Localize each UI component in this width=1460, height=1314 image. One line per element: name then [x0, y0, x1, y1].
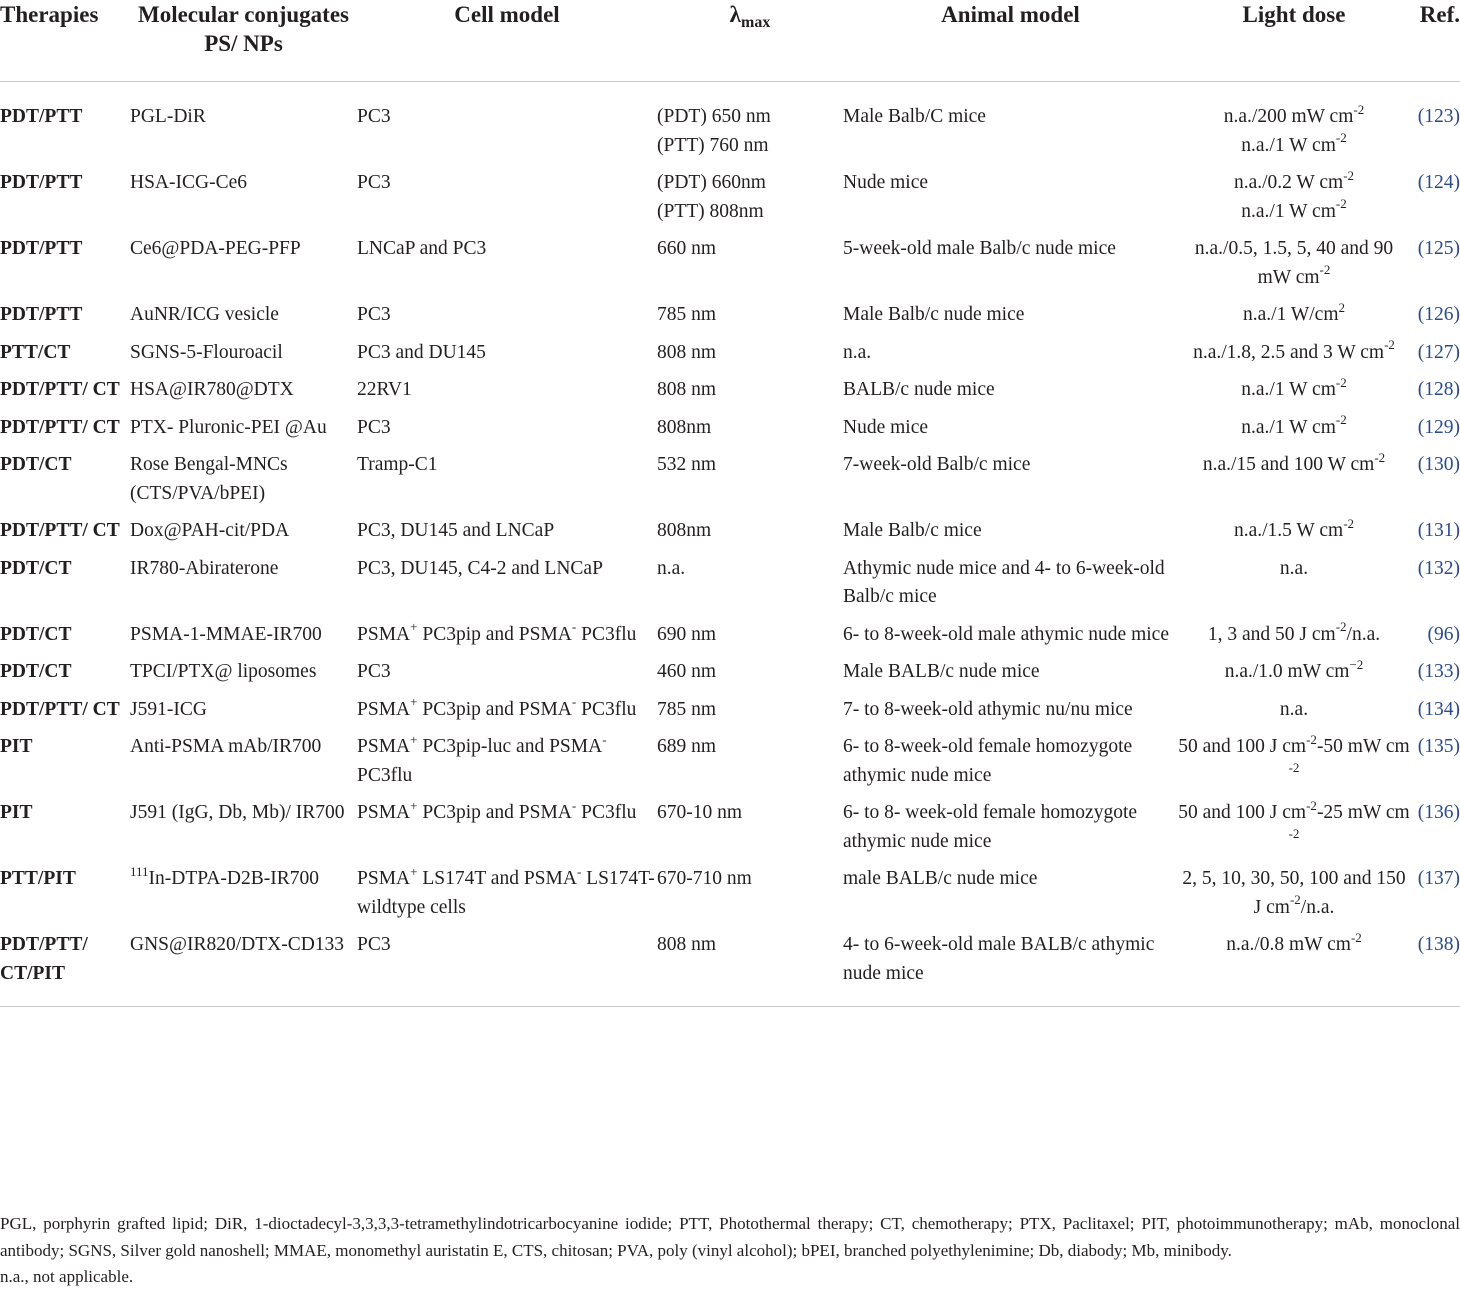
light-dose-line: [1178, 828, 1410, 857]
cell-animal-model: 6- to 8- week-old female homozygote athymic nude mice: [843, 802, 1138, 852]
cell-lambda: [657, 414, 843, 452]
conjugate-name: AuNR/ICG vesicle: [130, 304, 279, 325]
superscript: -2: [1306, 731, 1317, 747]
light-dose-line: [1178, 414, 1410, 443]
table-body: [0, 82, 1460, 1007]
conjugate-name: PGL-DiR: [130, 106, 206, 127]
table-row: [0, 301, 1460, 339]
cell-therapy: PDT/PTT/ CT: [0, 520, 120, 541]
conjugate-name: In-DTPA-D2B-IR700: [148, 868, 319, 889]
light-dose-part: -25 mW cm: [1316, 802, 1410, 823]
superscript: -2: [1335, 374, 1347, 390]
lambda-value: 808 nm: [657, 379, 717, 400]
superscript: -2: [1288, 760, 1300, 775]
superscript: -2: [1288, 826, 1300, 841]
light-dose-line: [1178, 132, 1410, 161]
cell-reference: [1410, 799, 1460, 865]
header-light-dose: Light dose: [1178, 0, 1410, 82]
cell-model-part: PC3pip-luc and PSMA: [417, 736, 603, 757]
light-dose-line: [1178, 301, 1410, 330]
light-dose-part: n.a./0.5, 1.5, 5, 40 and 90 mW cm: [1194, 238, 1394, 288]
cell-cell-model: 22RV1: [357, 379, 412, 400]
cell-conjugate: [130, 339, 357, 377]
cell-cell-model: PC3: [357, 106, 391, 127]
table-row: [0, 82, 1460, 170]
conjugate-name: HSA@IR780@DTX: [130, 379, 294, 400]
conjugate-name: PTX- Pluronic-PEI @Au: [130, 416, 327, 438]
cell-therapy: PDT/PTT/ CT: [0, 416, 120, 438]
cell-cell-model: Tramp-C1: [357, 454, 438, 475]
cell-lambda: [657, 621, 843, 659]
light-dose-part: n.a./200 mW cm: [1223, 106, 1354, 127]
cell-light-dose: [1178, 517, 1410, 555]
lambda-value: 660 nm: [657, 238, 717, 259]
cell-animal-model: Male Balb/C mice: [843, 106, 986, 127]
cell-model-part: PSMA: [357, 698, 411, 720]
cell-light-dose: [1178, 733, 1410, 799]
cell-reference: [1410, 555, 1460, 621]
cell-cell-model: PC3: [357, 416, 391, 438]
header-animal-model: Animal model: [843, 0, 1178, 82]
light-dose-part: n.a./1 W cm: [1241, 416, 1336, 438]
light-dose-line: [1178, 103, 1410, 132]
reference-link[interactable]: (136): [1417, 802, 1460, 823]
light-dose-line: [1178, 931, 1410, 960]
reference-link[interactable]: (138): [1417, 934, 1460, 955]
cell-lambda: [657, 658, 843, 696]
superscript: -2: [1335, 412, 1347, 427]
light-dose-line: [1178, 517, 1410, 546]
cell-lambda: [657, 555, 843, 621]
light-dose-line: [1178, 865, 1410, 922]
cell-animal-model: 7-week-old Balb/c mice: [843, 454, 1031, 475]
light-dose-line: [1178, 658, 1410, 687]
superscript: -2: [1335, 619, 1347, 634]
cell-animal-model: Male Balb/c mice: [843, 520, 982, 541]
reference-link[interactable]: (125): [1417, 238, 1460, 259]
table-row: [0, 733, 1460, 799]
cell-conjugate: [130, 799, 357, 865]
lambda-value: 808 nm: [657, 341, 717, 363]
table-row: [0, 931, 1460, 1007]
conjugate-name: J591-ICG: [130, 698, 207, 720]
lambda-value: 460 nm: [657, 661, 717, 682]
lambda-subscript: max: [740, 14, 771, 31]
cell-conjugate: [130, 376, 357, 414]
cell-therapy: PDT/PTT/ CT: [0, 698, 120, 720]
cell-light-dose: [1178, 169, 1410, 235]
conjugate-name: GNS@IR820/DTX-CD133: [130, 934, 345, 955]
lambda-value: n.a.: [657, 557, 686, 579]
conjugate-name: TPCI/PTX@ liposomes: [130, 661, 317, 682]
header-therapies: Therapies: [0, 0, 130, 82]
cell-lambda: [657, 82, 843, 170]
light-dose-line: [1178, 696, 1410, 725]
superscript: -: [571, 694, 577, 709]
cell-light-dose: [1178, 865, 1410, 931]
cell-animal-model: 4- to 6-week-old male BALB/c athymic nude mice: [843, 931, 1178, 1007]
superscript: -: [602, 731, 607, 747]
superscript: -2: [1306, 797, 1317, 813]
superscript: -2: [1353, 101, 1365, 117]
cell-reference: [1410, 865, 1460, 931]
cell-conjugate: [130, 733, 357, 799]
cell-light-dose: [1178, 235, 1410, 301]
lambda-value: 808nm: [657, 416, 712, 438]
table-row: [0, 865, 1460, 931]
reference-link[interactable]: (137): [1417, 868, 1460, 889]
cell-reference: [1410, 414, 1460, 452]
lambda-value: 785 nm: [657, 698, 717, 720]
cell-light-dose: [1178, 696, 1410, 734]
header-lambda-max: [657, 0, 843, 82]
superscript: -: [571, 619, 577, 634]
cell-conjugate: [130, 82, 357, 170]
reference-link[interactable]: (124): [1417, 172, 1460, 193]
light-dose-part: /n.a.: [1346, 623, 1381, 645]
light-dose-part: -50 mW cm: [1316, 736, 1410, 757]
superscript: -2: [1343, 167, 1355, 183]
light-dose-part: n.a./1 W/cm: [1243, 304, 1339, 325]
superscript: -2: [1384, 337, 1395, 352]
cell-reference: [1410, 451, 1460, 517]
light-dose-part: 50 and 100 J cm: [1178, 802, 1307, 823]
cell-lambda: [657, 799, 843, 865]
reference-link[interactable]: (128): [1417, 379, 1460, 400]
reference-link[interactable]: (96): [1427, 623, 1460, 645]
cell-therapy: PIT: [0, 802, 33, 823]
cell-light-dose: [1178, 451, 1410, 517]
cell-reference: [1410, 82, 1460, 170]
cell-light-dose: [1178, 555, 1410, 621]
superscript: +: [410, 863, 418, 879]
light-dose-part: n.a./1 W cm: [1241, 134, 1336, 156]
superscript: +: [410, 694, 418, 709]
cell-light-dose: [1178, 621, 1410, 659]
cell-animal-model: male BALB/c nude mice: [843, 868, 1038, 889]
cell-lambda: [657, 733, 843, 799]
lambda-value: 808 nm: [657, 934, 717, 955]
cell-reference: [1410, 517, 1460, 555]
light-dose-part: n.a.: [1279, 557, 1309, 579]
cell-therapy: PDT/PTT: [0, 304, 83, 325]
table-row: [0, 376, 1460, 414]
reference-link[interactable]: (133): [1417, 661, 1460, 682]
header-cell-model: Cell model: [357, 0, 657, 82]
light-dose-part: n.a./1.8, 2.5 and 3 W cm: [1193, 341, 1385, 363]
reference-link[interactable]: (134): [1417, 698, 1460, 720]
cell-model-part: LS174T-wildtype cells: [357, 868, 655, 918]
cell-cell-model: LNCaP and PC3: [357, 238, 487, 259]
lambda-value: 690 nm: [657, 623, 717, 645]
reference-link[interactable]: (135): [1417, 736, 1460, 757]
footnote-abbreviations: PGL, porphyrin grafted lipid; DiR, 1-dioctadecyl-3,3,3,3-tetramethylindotricarbocyanine iodide; PTT, Photothermal therapy; CT, chemotherapy; PTX, Paclitaxel; PIT, photoimmunotherapy; mAb, monoclonal antibody; SGNS, Silver gold nanoshell; MMAE, monomethyl auristatin E, CTS, chitosan; PVA, poly (vinyl alcohol); bPEI, branched polyethylenimine; Db, diabody; Mb, minibody.: [0, 1214, 1460, 1260]
cell-model-part: PC3flu: [576, 623, 637, 645]
lambda-value: 670-10 nm: [657, 802, 743, 823]
cell-conjugate: [130, 696, 357, 734]
conjugate-name: Anti-PSMA mAb/IR700: [130, 736, 322, 757]
lambda-value: 785 nm: [657, 304, 717, 325]
light-dose-line: [1178, 799, 1410, 828]
cell-model-part: PC3flu: [576, 802, 637, 823]
table-row: [0, 339, 1460, 377]
table-row: [0, 235, 1460, 301]
lambda-value: 532 nm: [657, 454, 717, 475]
lambda-value: (PTT) 760 nm: [657, 134, 769, 156]
superscript: -2: [1343, 515, 1355, 531]
light-dose-part: n.a./1 W cm: [1241, 379, 1336, 400]
reference-link[interactable]: (130): [1417, 454, 1460, 475]
cell-animal-model: 6- to 8-week-old female homozygote athymic nude mice: [843, 736, 1133, 786]
cell-light-dose: [1178, 301, 1410, 339]
cell-reference: [1410, 235, 1460, 301]
cell-conjugate: [130, 517, 357, 555]
cell-cell-model: PC3: [357, 172, 391, 193]
light-dose-line: [1178, 198, 1410, 227]
cell-reference: [1410, 931, 1460, 1007]
table-row: [0, 451, 1460, 517]
light-dose-line: [1178, 235, 1410, 292]
cell-light-dose: [1178, 82, 1410, 170]
cell-therapy: PDT/PTT/ CT/PIT: [0, 931, 130, 1007]
cell-therapy: PTT/CT: [0, 341, 71, 363]
cell-therapy: PDT/PTT/ CT: [0, 379, 120, 400]
cell-cell-model: [357, 696, 657, 734]
cell-therapy: PDT/CT: [0, 661, 72, 682]
superscript: 2: [1338, 299, 1345, 315]
cell-model-part: PSMA: [357, 736, 411, 757]
cell-cell-model: [357, 621, 657, 659]
light-dose-line: [1178, 621, 1410, 650]
cell-cell-model: [357, 799, 657, 865]
cell-model-part: PC3pip and PSMA: [417, 698, 572, 720]
reference-link[interactable]: (126): [1417, 304, 1460, 325]
light-dose-part: 1, 3 and 50 J cm: [1207, 623, 1336, 645]
footnote-na: n.a., not applicable.: [0, 1267, 134, 1286]
conjugate-name: Rose Bengal-MNCs (CTS/PVA/bPEI): [130, 454, 288, 504]
light-dose-line: [1178, 733, 1410, 762]
cell-conjugate: [130, 169, 357, 235]
cell-model-part: PC3flu: [357, 764, 413, 786]
table-row: [0, 696, 1460, 734]
cell-light-dose: [1178, 931, 1410, 1007]
lambda-value: (PTT) 808nm: [657, 200, 764, 222]
cell-reference: [1410, 301, 1460, 339]
table-row: [0, 621, 1460, 659]
cell-model-part: PC3flu: [576, 698, 637, 720]
cell-light-dose: [1178, 799, 1410, 865]
lambda-value: (PDT) 660nm: [657, 172, 766, 193]
cell-model-part: PC3pip and PSMA: [417, 802, 572, 823]
superscript: -2: [1335, 196, 1347, 211]
table-row: [0, 414, 1460, 452]
light-dose-part: /n.a.: [1300, 896, 1335, 918]
light-dose-part: n.a./0.2 W cm: [1233, 172, 1344, 193]
cell-model-part: PC3pip and PSMA: [417, 623, 572, 645]
cell-model-part: PSMA: [357, 868, 411, 889]
conjugate-name: IR780-Abiraterone: [130, 557, 279, 579]
cell-animal-model: 5-week-old male Balb/c nude mice: [843, 238, 1116, 259]
lambda-value: 670-710 nm: [657, 868, 752, 889]
conjugate-name: HSA-ICG-Ce6: [130, 172, 247, 193]
cell-cell-model: [357, 733, 657, 799]
cell-cell-model: PC3, DU145 and LNCaP: [357, 520, 555, 541]
cell-animal-model: n.a.: [843, 341, 872, 363]
cell-lambda: [657, 169, 843, 235]
cell-animal-model: BALB/c nude mice: [843, 379, 995, 400]
cell-cell-model: PC3: [357, 661, 391, 682]
cell-conjugate: [130, 931, 357, 1007]
lambda-value: (PDT) 650 nm: [657, 106, 771, 127]
cell-cell-model: PC3: [357, 931, 657, 1007]
cell-conjugate: [130, 621, 357, 659]
cell-therapy: PDT/CT: [0, 557, 72, 579]
cell-cell-model: PC3 and DU145: [357, 341, 486, 363]
table-row: [0, 658, 1460, 696]
light-dose-line: [1178, 555, 1410, 584]
cell-model-part: PSMA: [357, 802, 411, 823]
cell-light-dose: [1178, 339, 1410, 377]
cell-animal-model: Male BALB/c nude mice: [843, 661, 1040, 682]
light-dose-line: [1178, 762, 1410, 791]
reference-link[interactable]: (129): [1417, 416, 1460, 438]
table-header-row: [0, 0, 1460, 82]
lambda-symbol: λ: [729, 2, 741, 27]
cell-conjugate: [130, 658, 357, 696]
cell-therapy: PDT/CT: [0, 623, 72, 645]
light-dose-part: n.a.: [1279, 698, 1309, 720]
cell-lambda: [657, 301, 843, 339]
cell-animal-model: Nude mice: [843, 416, 929, 438]
conjugate-name: J591 (IgG, Db, Mb)/ IR700: [130, 802, 345, 823]
table-footnotes: [0, 1211, 1460, 1291]
cell-cell-model: [357, 865, 657, 931]
cell-conjugate: [130, 301, 357, 339]
superscript: -: [571, 797, 577, 813]
cell-therapy: PDT/PTT: [0, 238, 83, 259]
cell-conjugate: [130, 555, 357, 621]
cell-animal-model: 6- to 8-week-old male athymic nude mice: [843, 623, 1169, 645]
cell-reference: [1410, 621, 1460, 659]
light-dose-part: n.a./1.5 W cm: [1233, 520, 1344, 541]
light-dose-line: [1178, 339, 1410, 368]
cell-therapy: PDT/PTT: [0, 106, 83, 127]
cell-animal-model: Male Balb/c nude mice: [843, 304, 1025, 325]
cell-model-part: LS174T and PSMA: [417, 868, 577, 889]
cell-therapy: PDT/PTT: [0, 172, 83, 193]
light-dose-part: n.a./0.8 mW cm: [1226, 934, 1351, 955]
lambda-value: 689 nm: [657, 736, 717, 757]
light-dose-part: n.a./15 and 100 W cm: [1202, 454, 1375, 475]
reference-link[interactable]: (132): [1417, 557, 1460, 579]
cell-therapy: PIT: [0, 736, 33, 757]
cell-model-part: PSMA: [357, 623, 411, 645]
superscript: -2: [1350, 929, 1362, 945]
superscript: -: [576, 863, 582, 879]
conjugate-name: PSMA-1-MMAE-IR700: [130, 623, 322, 645]
conjugate-name: SGNS-5-Flouroacil: [130, 341, 283, 363]
light-dose-line: [1178, 376, 1410, 405]
cell-lambda: [657, 931, 843, 1007]
cell-animal-model: Athymic nude mice and 4- to 6-week-old Balb/c mice: [843, 557, 1165, 607]
table-row: [0, 555, 1460, 621]
light-dose-part: 2, 5, 10, 30, 50, 100 and 150 J cm: [1182, 868, 1406, 918]
cell-cell-model: PC3, DU145, C4-2 and LNCaP: [357, 557, 603, 579]
table-row: [0, 517, 1460, 555]
light-dose-line: [1178, 169, 1410, 198]
superscript: -2: [1289, 892, 1301, 907]
cell-lambda: [657, 865, 843, 931]
cell-light-dose: [1178, 414, 1410, 452]
light-dose-part: 50 and 100 J cm: [1178, 736, 1307, 757]
cell-lambda: [657, 696, 843, 734]
light-dose-part: n.a./1 W cm: [1241, 200, 1336, 222]
cell-therapy: PDT/CT: [0, 454, 72, 475]
cell-reference: [1410, 733, 1460, 799]
superscript: +: [410, 731, 418, 747]
lambda-value: 808nm: [657, 520, 712, 541]
cell-animal-model: Nude mice: [843, 172, 929, 193]
cell-light-dose: [1178, 658, 1410, 696]
cell-lambda: [657, 517, 843, 555]
superscript: -2: [1374, 449, 1386, 465]
reference-link[interactable]: (123): [1417, 106, 1460, 127]
light-dose-line: [1178, 451, 1410, 480]
superscript: 111: [130, 863, 149, 879]
cell-lambda: [657, 376, 843, 414]
cell-reference: [1410, 658, 1460, 696]
table-row: [0, 799, 1460, 865]
cell-reference: [1410, 696, 1460, 734]
cell-lambda: [657, 235, 843, 301]
cell-light-dose: [1178, 376, 1410, 414]
cell-conjugate: [130, 451, 357, 517]
cell-conjugate: [130, 865, 357, 931]
light-dose-part: n.a./1.0 mW cm: [1224, 661, 1350, 682]
cell-therapy: PTT/PIT: [0, 868, 76, 889]
superscript: -2: [1335, 130, 1347, 145]
reference-link[interactable]: (131): [1417, 520, 1460, 541]
superscript: -2: [1319, 262, 1331, 277]
conjugate-name: Ce6@PDA-PEG-PFP: [130, 238, 301, 259]
superscript: +: [410, 619, 418, 634]
header-conjugates: Molecular conjugates PS/ NPs: [130, 0, 357, 82]
cell-animal-model: 7- to 8-week-old athymic nu/nu mice: [843, 698, 1133, 720]
table-row: [0, 169, 1460, 235]
reference-link[interactable]: (127): [1417, 341, 1460, 363]
cell-lambda: [657, 339, 843, 377]
cell-reference: [1410, 169, 1460, 235]
cell-conjugate: [130, 414, 357, 452]
cell-reference: [1410, 339, 1460, 377]
cell-cell-model: PC3: [357, 304, 391, 325]
cell-lambda: [657, 451, 843, 517]
cell-conjugate: [130, 235, 357, 301]
superscript: +: [410, 797, 418, 813]
header-ref: Ref.: [1410, 0, 1460, 82]
cell-reference: [1410, 376, 1460, 414]
superscript: −2: [1349, 656, 1364, 672]
conjugate-name: Dox@PAH-cit/PDA: [130, 520, 290, 541]
